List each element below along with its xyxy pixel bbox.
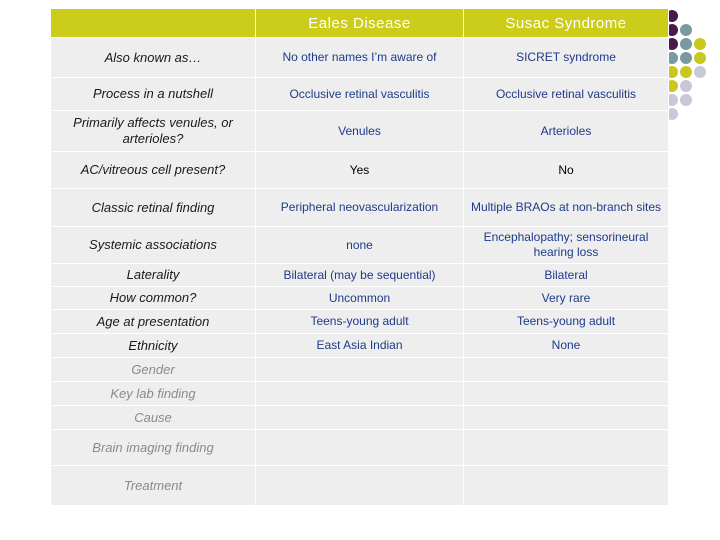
susac-value xyxy=(464,406,669,430)
susac-value xyxy=(464,382,669,406)
table-row xyxy=(51,382,669,406)
eales-value: Bilateral (may be sequential) xyxy=(256,264,464,287)
susac-value: Arterioles xyxy=(464,111,669,152)
table-row xyxy=(51,406,669,430)
susac-value: Teens-young adult xyxy=(464,310,669,334)
row-label: Laterality xyxy=(51,264,256,287)
row-label: Ethnicity xyxy=(51,334,256,358)
header-eales-disease: Eales Disease xyxy=(256,9,464,38)
row-label: Brain imaging finding xyxy=(51,430,256,466)
susac-value: Multiple BRAOs at non-branch sites xyxy=(464,189,669,227)
table-row xyxy=(51,38,669,78)
eales-value xyxy=(256,406,464,430)
row-label: Age at presentation xyxy=(51,310,256,334)
row-label: Classic retinal finding xyxy=(51,189,256,227)
eales-value xyxy=(256,430,464,466)
row-label: Gender xyxy=(51,358,256,382)
row-label: Primarily affects venules, or arterioles? xyxy=(51,111,256,152)
dot-olive xyxy=(680,66,692,78)
susac-value: SICRET syndrome xyxy=(464,38,669,78)
table-row xyxy=(51,334,669,358)
row-label: AC/vitreous cell present? xyxy=(51,152,256,189)
row-label: Systemic associations xyxy=(51,227,256,264)
susac-value: Bilateral xyxy=(464,264,669,287)
susac-value: No xyxy=(464,152,669,189)
dot-teal xyxy=(680,52,692,64)
table-row xyxy=(51,264,669,287)
row-label: Process in a nutshell xyxy=(51,78,256,111)
table-header-row xyxy=(51,9,669,38)
dot-lavender xyxy=(680,80,692,92)
row-label: Key lab finding xyxy=(51,382,256,406)
eales-value: none xyxy=(256,227,464,264)
table-row xyxy=(51,152,669,189)
dot-olive xyxy=(694,38,706,50)
table-row xyxy=(51,310,669,334)
susac-value xyxy=(464,466,669,506)
table-row xyxy=(51,358,669,382)
susac-value xyxy=(464,430,669,466)
dot-teal xyxy=(680,24,692,36)
eales-value xyxy=(256,466,464,506)
table-row xyxy=(51,189,669,227)
eales-value: Uncommon xyxy=(256,287,464,310)
table-row xyxy=(51,111,669,152)
eales-value: No other names I’m aware of xyxy=(256,38,464,78)
dot-teal xyxy=(680,38,692,50)
susac-value: Very rare xyxy=(464,287,669,310)
dot-olive xyxy=(694,52,706,64)
row-label: How common? xyxy=(51,287,256,310)
row-label: Also known as… xyxy=(51,38,256,78)
header-susac-syndrome: Susac Syndrome xyxy=(464,9,669,38)
table-row xyxy=(51,466,669,506)
header-corner xyxy=(51,9,256,38)
table-row xyxy=(51,227,669,264)
susac-value: None xyxy=(464,334,669,358)
table-row xyxy=(51,78,669,111)
eales-value: Venules xyxy=(256,111,464,152)
susac-value: Encephalopathy; sensorineural hearing loss xyxy=(464,227,669,264)
table-row xyxy=(51,287,669,310)
eales-value: Teens-young adult xyxy=(256,310,464,334)
eales-value: Occlusive retinal vasculitis xyxy=(256,78,464,111)
eales-value: Yes xyxy=(256,152,464,189)
susac-value: Occlusive retinal vasculitis xyxy=(464,78,669,111)
susac-value xyxy=(464,358,669,382)
eales-value: East Asia Indian xyxy=(256,334,464,358)
eales-value xyxy=(256,358,464,382)
row-label: Cause xyxy=(51,406,256,430)
eales-value: Peripheral neovascularization xyxy=(256,189,464,227)
eales-value xyxy=(256,382,464,406)
decorative-dot-grid xyxy=(666,10,720,120)
row-label: Treatment xyxy=(51,466,256,506)
comparison-table xyxy=(50,8,669,506)
dot-lavender xyxy=(694,66,706,78)
table-row xyxy=(51,430,669,466)
dot-lavender xyxy=(680,94,692,106)
